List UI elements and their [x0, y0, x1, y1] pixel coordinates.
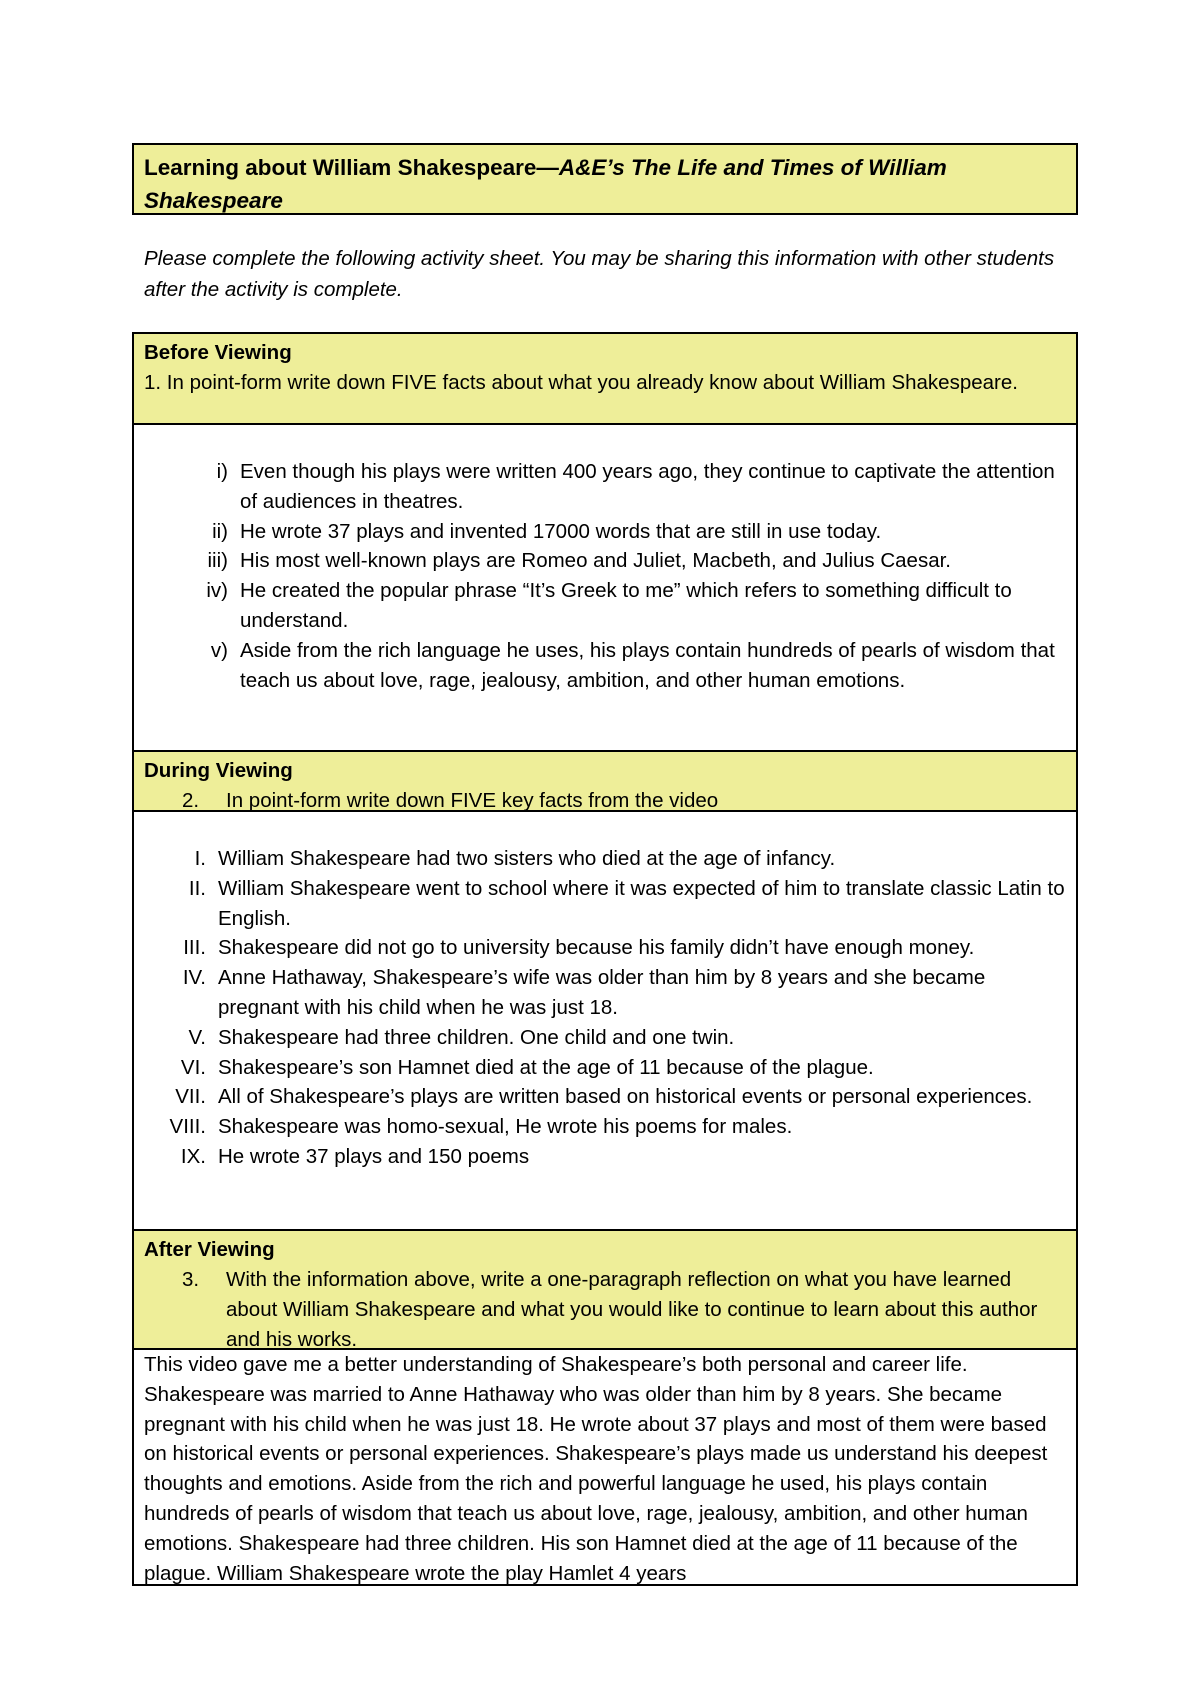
list-item-text: Shakespeare was homo-sexual, He wrote his poems for males. — [218, 1115, 793, 1139]
list-item-number: ii) — [212, 519, 228, 543]
after-viewing-header — [132, 1229, 1078, 1350]
after-question-number: 3. — [182, 1268, 200, 1291]
before-viewing-header — [132, 332, 1078, 425]
list-item — [180, 1053, 1068, 1083]
before-question: 1. In point-form write down FIVE facts about what you already know about William Shakespeare. — [144, 371, 1018, 394]
list-item-text: He created the popular phrase “It’s Greek to me” which refers to something difficult to understand. — [240, 579, 1012, 632]
list-item-text: Anne Hathaway, Shakespeare’s wife was older than him by 8 years and she became pregnant with his child when he was just 18. — [218, 966, 986, 1019]
list-item — [212, 517, 1065, 547]
before-heading: Before Viewing — [144, 341, 292, 364]
list-item — [169, 1112, 1068, 1142]
list-item-text: Shakespeare did not go to university because his family didn’t have enough money. — [218, 936, 975, 960]
list-item-number: IV. — [182, 966, 206, 990]
list-item-number: VI. — [180, 1055, 206, 1079]
list-item — [210, 636, 1065, 696]
list-item-number: i) — [216, 460, 228, 483]
during-viewing-header — [132, 750, 1078, 812]
after-question-text: With the information above, write a one-paragraph reflection on what you have learned about William Shakespeare and what you would like to continue to learn about this author and his works. — [226, 1268, 1038, 1351]
list-item-text: William Shakespeare had two sisters who died at the age of infancy. — [218, 847, 836, 870]
after-viewing-answer: This video gave me a better understanding of Shakespeare’s both personal and career life. Shakespeare was married to Anne Hathaway who was older than him by 8 years. She became pregnant with his child when he was just 18. He wrote about 37 plays and most of them were based on historical events or personal experiences. Shakespeare’s plays made us understand his deepest thoughts and emotions. Aside from the rich and powerful language he used, his plays contain hundreds of pearls of wisdom that teach us about love, rage, jealousy, ambition, and other human emotions. Shakespeare had three children. His son Hamnet died at the age of 11 because of the plague. William Shakespeare wrote the play Hamlet 4 years — [132, 1348, 1078, 1586]
list-item-text: Shakespeare had three children. One child and one twin. — [218, 1025, 735, 1049]
list-item-number: IX. — [180, 1144, 206, 1168]
list-item — [180, 1142, 1068, 1172]
list-item-number: II. — [188, 876, 206, 900]
list-item — [207, 546, 1065, 576]
before-viewing-answers — [132, 423, 1078, 752]
during-question-text: In point-form write down FIVE key facts from the video — [226, 789, 719, 812]
list-item — [216, 457, 1065, 517]
list-item — [206, 576, 1065, 636]
list-item-text: He wrote 37 plays and invented 17000 words that are still in use today. — [240, 519, 882, 543]
during-heading: During Viewing — [144, 759, 293, 782]
list-item — [188, 1023, 1068, 1053]
worksheet-title — [132, 143, 1078, 215]
list-item-text: William Shakespeare went to school where it was expected of him to translate classic Latin to English. — [218, 876, 1065, 930]
list-item-number: v) — [210, 638, 228, 662]
list-item-number: I. — [194, 847, 206, 870]
list-item-number: V. — [188, 1025, 206, 1049]
list-item-number: iii) — [207, 549, 228, 573]
list-item-number: iv) — [206, 579, 228, 603]
list-item-number: III. — [183, 936, 206, 960]
list-item — [182, 963, 1068, 1023]
list-item-text: Shakespeare’s son Hamnet died at the age of 11 because of the plague. — [218, 1055, 874, 1079]
list-item-text: All of Shakespeare’s plays are written based on historical events or personal experiences. — [218, 1085, 1033, 1109]
during-question-number: 2. — [182, 789, 200, 812]
list-item-number: VIII. — [169, 1115, 206, 1139]
during-viewing-answers — [132, 810, 1078, 1231]
list-item-text: Aside from the rich language he uses, his plays contain hundreds of pearls of wisdom that teach us about love, rage, jealousy, ambition, and other human emotions. — [240, 638, 1055, 692]
list-item-number: VII. — [175, 1085, 206, 1109]
title-italic: A&E’s The Life and Times of William Shakespeare — [144, 155, 947, 213]
after-heading: After Viewing — [144, 1238, 275, 1261]
list-item — [183, 933, 1068, 963]
list-item — [175, 1082, 1068, 1112]
list-item — [188, 874, 1068, 934]
title-bold: Learning about William Shakespeare— — [144, 155, 559, 180]
intro-instructions: Please complete the following activity sheet. You may be sharing this information with other students after the activity is complete. — [144, 247, 1055, 301]
list-item-text: He wrote 37 plays and 150 poems — [218, 1144, 530, 1168]
list-item — [194, 844, 1068, 874]
after-question — [144, 1265, 1066, 1355]
list-item-text: His most well-known plays are Romeo and Juliet, Macbeth, and Julius Caesar. — [240, 549, 951, 573]
list-item-text: Even though his plays were written 400 years ago, they continue to captivate the attention of audiences in theatres. — [240, 460, 1055, 513]
